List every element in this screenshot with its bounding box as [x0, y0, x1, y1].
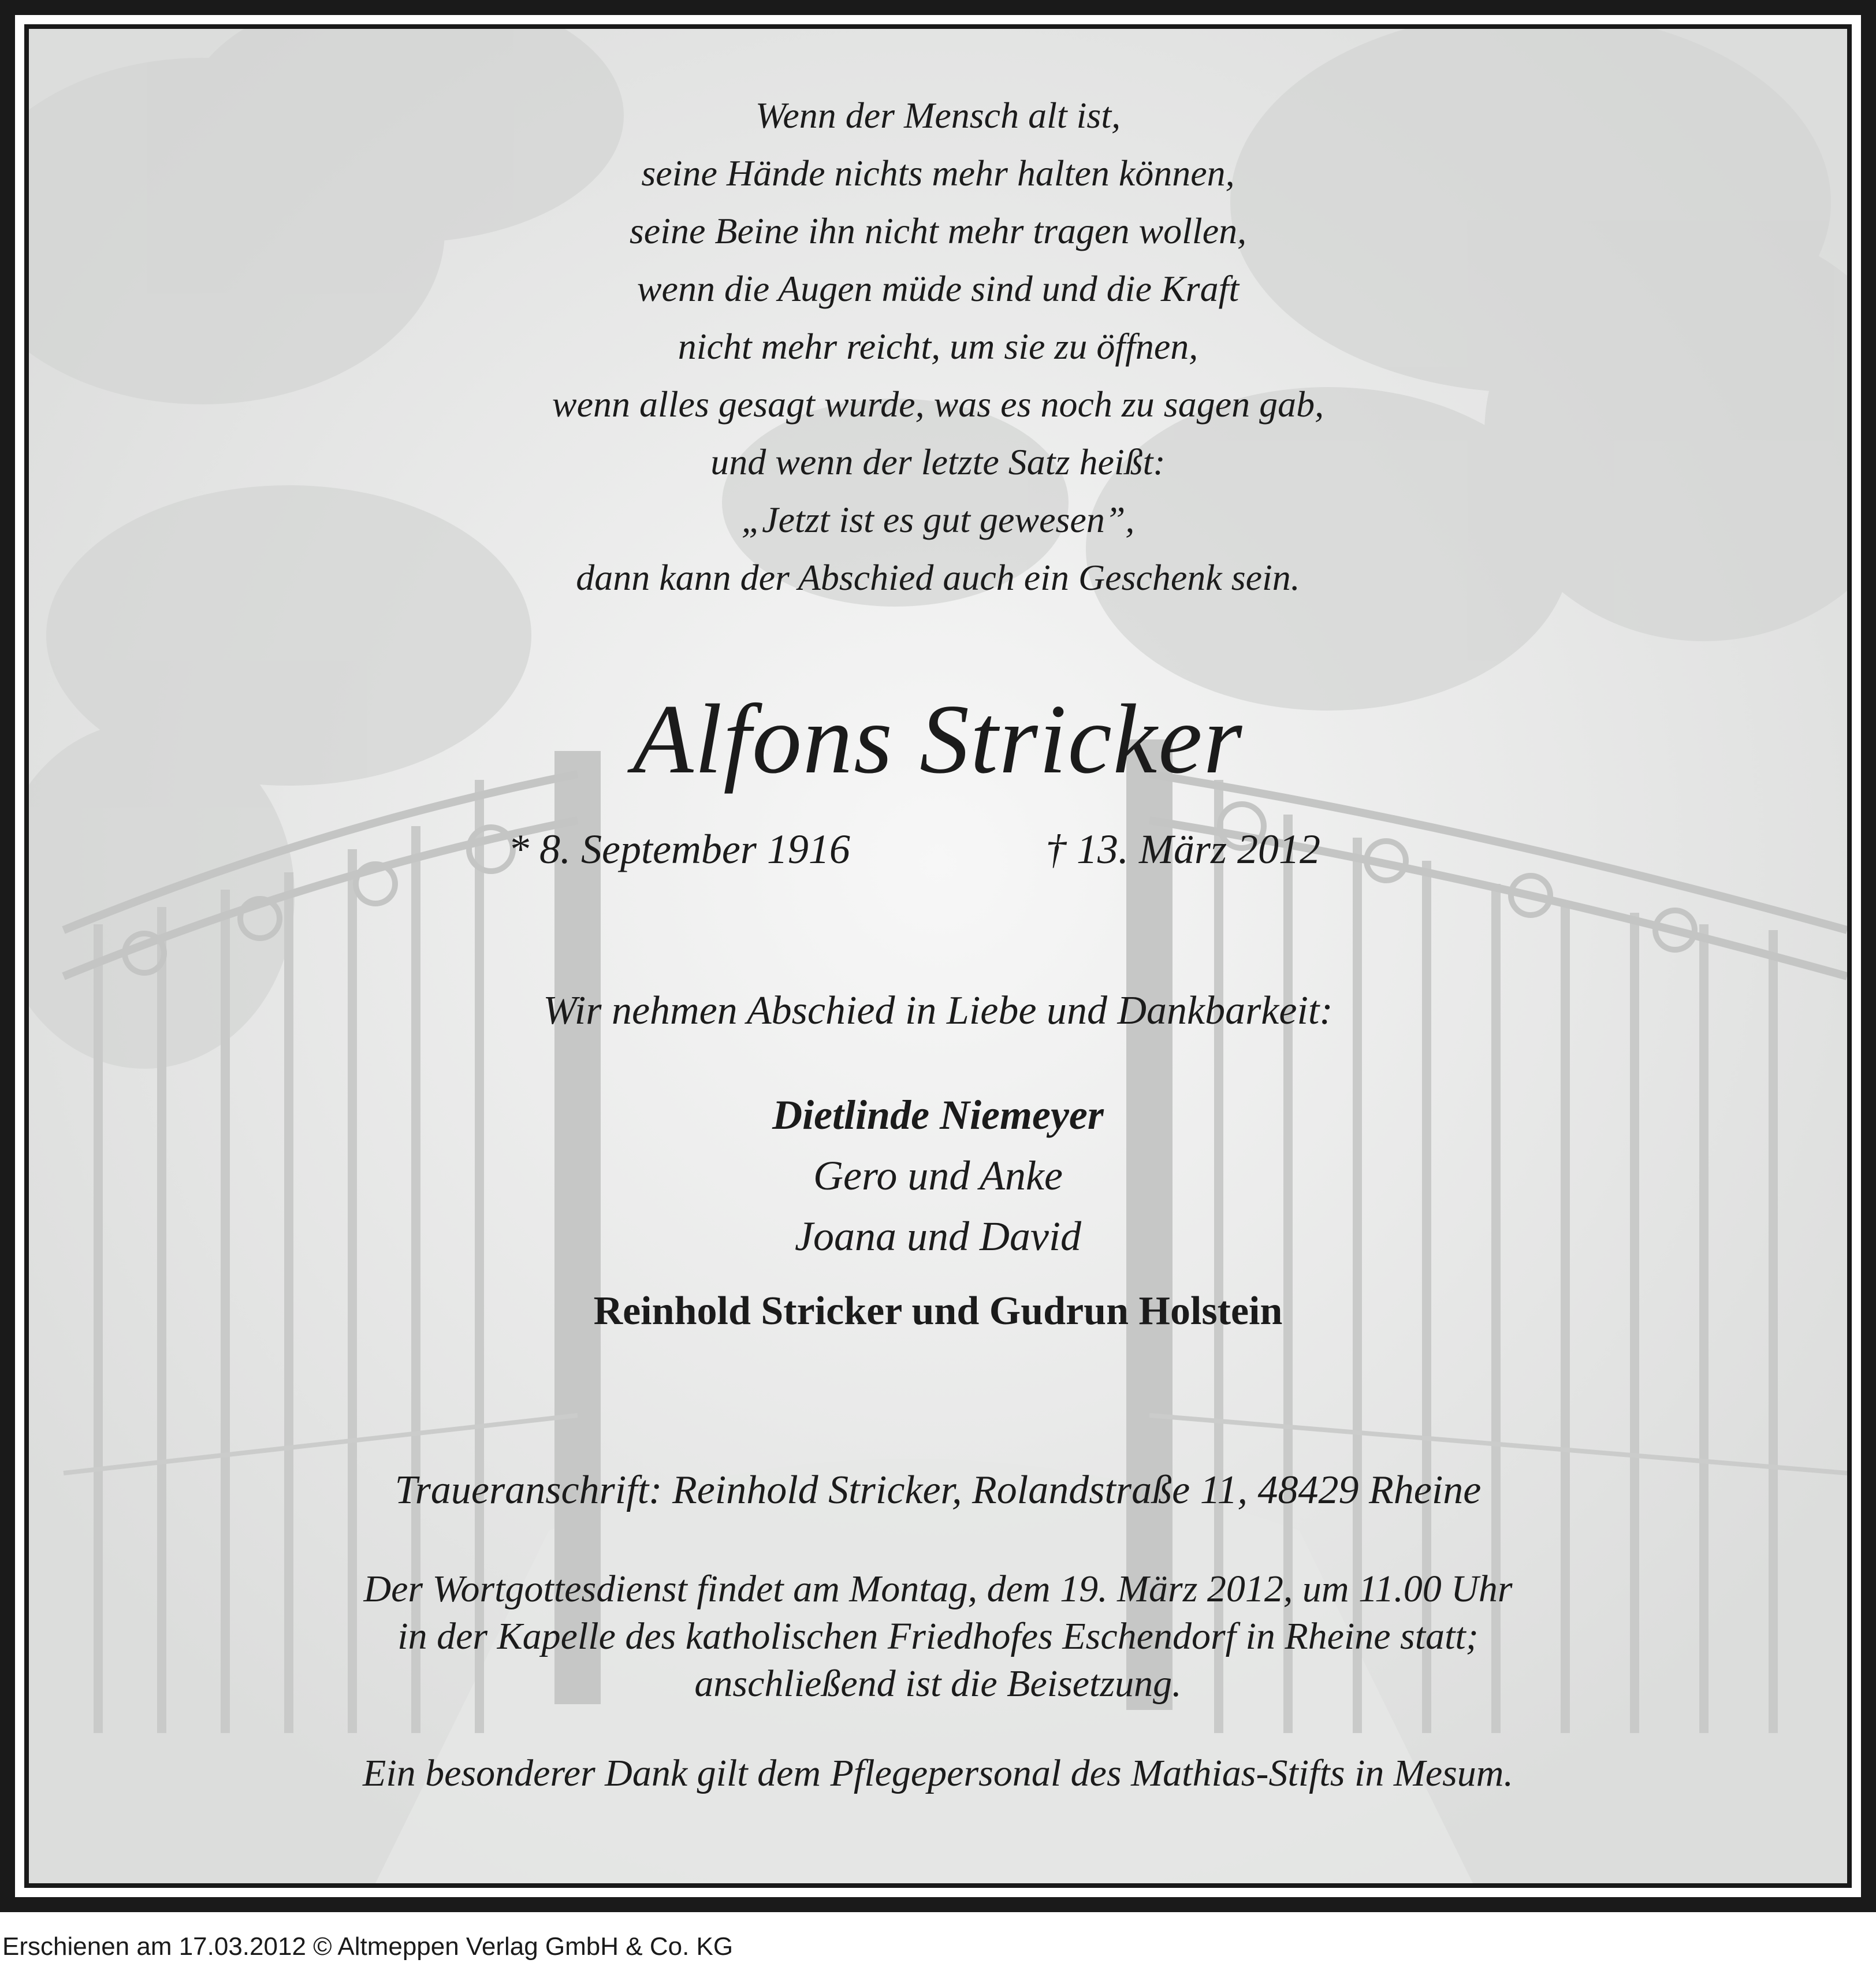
- deceased-name: Alfons Stricker: [632, 685, 1244, 794]
- mourner-primary: Dietlinde Niemeyer: [772, 1092, 1104, 1138]
- poem-line: seine Hände nichts mehr halten können,: [641, 153, 1235, 194]
- notice-text: [29, 29, 1847, 1883]
- service-line: in der Kapelle des katholischen Friedhofes Eschendorf in Rheine statt;: [397, 1615, 1479, 1657]
- thanks-line: Ein besonderer Dank gilt dem Pflegepersonal des Mathias-Stifts in Mesum.: [363, 1752, 1513, 1794]
- service-details: [29, 1566, 1847, 1708]
- mourner-line: Joana und David: [795, 1213, 1081, 1259]
- notice-panel: [29, 29, 1847, 1883]
- death-date: † 13. März 2012: [1045, 826, 1321, 872]
- poem-line: wenn alles gesagt wurde, was es noch zu sagen gab,: [552, 384, 1324, 425]
- poem-line: seine Beine ihn nicht mehr tragen wollen,: [629, 210, 1247, 251]
- condolence-address: Traueranschrift: Reinhold Stricker, Rolandstraße 11, 48429 Rheine: [394, 1468, 1482, 1512]
- poem-line: wenn die Augen müde sind und die Kraft: [636, 268, 1240, 309]
- poem-line: „Jetzt ist es gut gewesen”,: [741, 499, 1135, 540]
- mourner-line: Gero und Anke: [813, 1152, 1063, 1199]
- farewell-line: Wir nehmen Abschied in Liebe und Dankbarkeit:: [543, 988, 1333, 1033]
- memorial-poem: [29, 87, 1847, 607]
- publication-footer: Erschienen am 17.03.2012 © Altmeppen Verlag GmbH & Co. KG: [2, 1932, 734, 1961]
- poem-line: nicht mehr reicht, um sie zu öffnen,: [678, 326, 1198, 367]
- mourner-secondary: Reinhold Stricker und Gudrun Holstein: [593, 1289, 1283, 1333]
- service-line: anschließend ist die Beisetzung.: [694, 1663, 1182, 1705]
- birth-date: * 8. September 1916: [508, 826, 850, 872]
- poem-line: Wenn der Mensch alt ist,: [755, 95, 1121, 136]
- poem-line: dann kann der Abschied auch ein Geschenk sein.: [576, 557, 1300, 598]
- poem-line: und wenn der letzte Satz heißt:: [710, 441, 1166, 482]
- service-line: Der Wortgottesdienst findet am Montag, dem 19. März 2012, um 11.00 Uhr: [363, 1568, 1513, 1610]
